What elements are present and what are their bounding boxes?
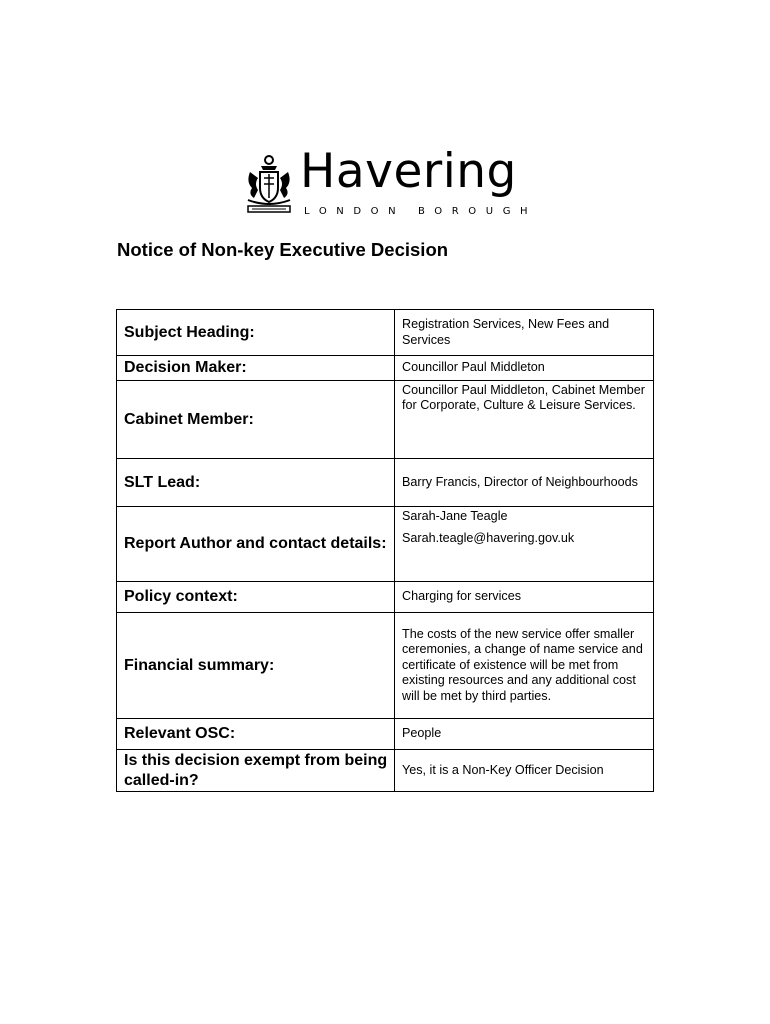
table-row — [117, 459, 654, 507]
table-row — [117, 507, 654, 582]
decision-maker-value: Councillor Paul Middleton — [395, 356, 654, 381]
coat-of-arms-icon — [242, 154, 296, 216]
subject-heading-value: Registration Services, New Fees and Services — [395, 310, 654, 356]
logo-wordmark: Havering — [300, 144, 517, 199]
table-row — [117, 582, 654, 613]
financial-summary-label: Financial summary: — [117, 613, 395, 719]
table-row — [117, 750, 654, 792]
relevant-osc-value: People — [395, 719, 654, 750]
table-row — [117, 310, 654, 356]
cabinet-member-value: Councillor Paul Middleton, Cabinet Member for Corporate, Culture & Leisure Services. — [395, 381, 654, 459]
report-author-value — [395, 507, 654, 582]
call-in-exempt-label: Is this decision exempt from being called-in? — [117, 750, 395, 792]
table-row — [117, 719, 654, 750]
decision-table — [116, 309, 654, 792]
policy-context-label: Policy context: — [117, 582, 395, 613]
cabinet-member-label: Cabinet Member: — [117, 381, 395, 459]
policy-context-value: Charging for services — [395, 582, 654, 613]
call-in-exempt-value: Yes, it is a Non-Key Officer Decision — [395, 750, 654, 792]
havering-logo — [242, 144, 538, 218]
logo-subtitle: LONDON BOROUGH — [304, 206, 538, 217]
decision-maker-label: Decision Maker: — [117, 356, 395, 381]
relevant-osc-label: Relevant OSC: — [117, 719, 395, 750]
slt-lead-value: Barry Francis, Director of Neighbourhoods — [395, 459, 654, 507]
page-title: Notice of Non-key Executive Decision — [117, 239, 449, 260]
author-email: Sarah.teagle@havering.gov.uk — [402, 531, 575, 546]
table-row — [117, 613, 654, 719]
table-row — [117, 356, 654, 381]
slt-lead-label: SLT Lead: — [117, 459, 395, 507]
table-row — [117, 381, 654, 459]
subject-heading-label: Subject Heading: — [117, 310, 395, 356]
report-author-label: Report Author and contact details: — [117, 507, 395, 582]
author-name: Sarah-Jane Teagle — [402, 509, 508, 523]
financial-summary-value: The costs of the new service offer smaller ceremonies, a change of name service and certificate of existence will be met from existing resources and any additional cost will be met by third parties. — [395, 613, 654, 719]
